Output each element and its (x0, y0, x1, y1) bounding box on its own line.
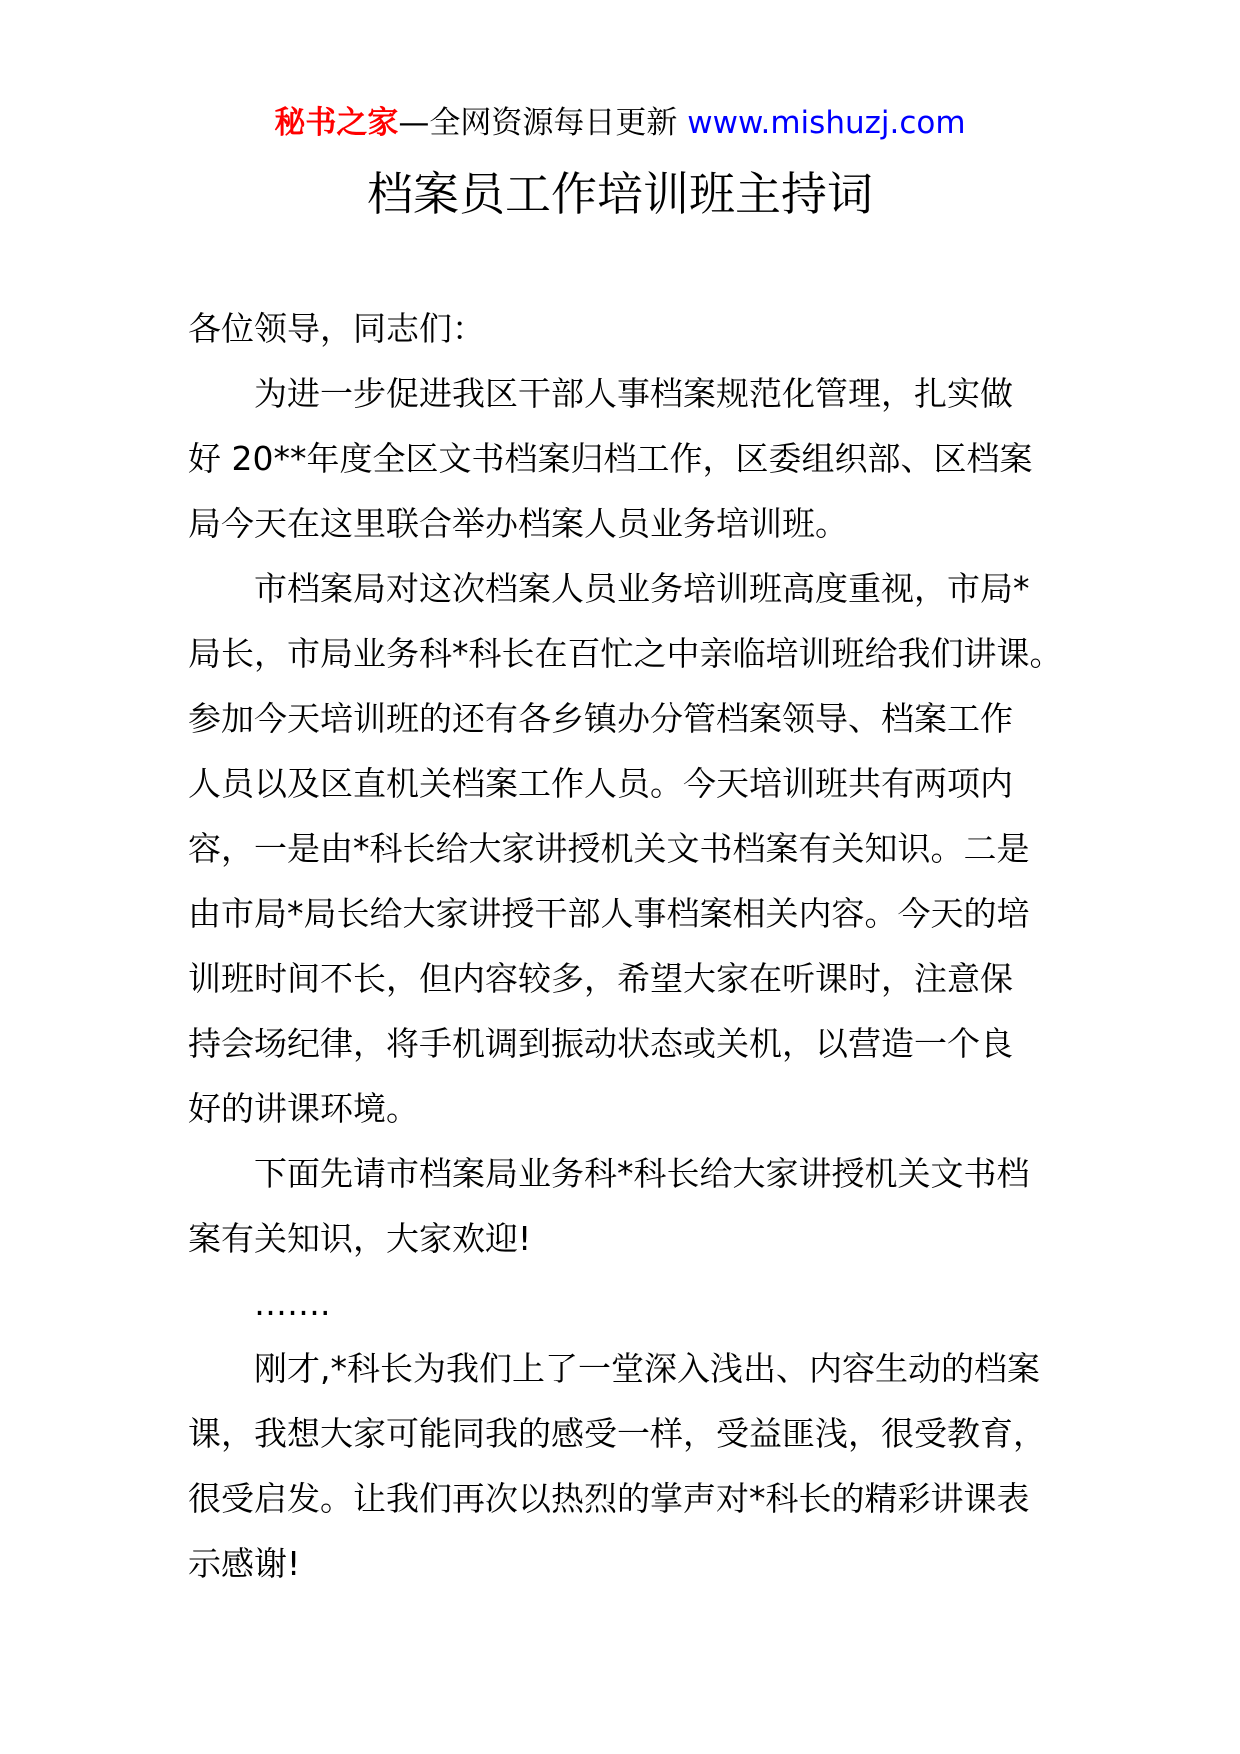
site-url-link[interactable]: www.mishuzj.com (687, 105, 966, 141)
paragraph-line: 持会场纪律，将手机调到振动状态或关机，以营造一个良 (188, 1024, 1013, 1063)
paragraph-line: 很受启发。让我们再次以热烈的掌声对*科长的精彩讲课表 (188, 1479, 1030, 1518)
document-title: 档案员工作培训班主持词 (367, 167, 873, 221)
ellipsis-line: ……. (254, 1284, 331, 1323)
paragraph-line: 好的讲课环境。 (188, 1089, 419, 1128)
paragraph-line: 容，一是由*科长给大家讲授机关文书档案有关知识。二是 (188, 829, 1030, 868)
paragraph-line: 案有关知识，大家欢迎! (188, 1219, 532, 1258)
site-header (0, 100, 1240, 146)
salutation: 各位领导，同志们： (188, 309, 485, 348)
paragraph-line: 示感谢! (188, 1544, 301, 1583)
paragraph-line: 好 20**年度全区文书档案归档工作，区委组织部、区档案 (188, 439, 1033, 478)
document-body (188, 296, 1068, 1596)
brand-name: 秘书之家 (274, 105, 399, 141)
paragraph-line: 下面先请市档案局业务科*科长给大家讲授机关文书档 (254, 1154, 1030, 1193)
paragraph-line: 训班时间不长，但内容较多，希望大家在听课时，注意保 (188, 959, 1013, 998)
paragraph-line: 参加今天培训班的还有各乡镇办分管档案领导、档案工作 (188, 699, 1013, 738)
paragraph-line: 为进一步促进我区干部人事档案规范化管理，扎实做 (254, 374, 1013, 413)
paragraph-line: 市档案局对这次档案人员业务培训班高度重视，市局* (254, 569, 1030, 608)
paragraph-line: 局长，市局业务科*科长在百忙之中亲临培训班给我们讲课。 (188, 634, 1063, 673)
paragraph-line: 局今天在这里联合举办档案人员业务培训班。 (188, 504, 848, 543)
paragraph-line: 人员以及区直机关档案工作人员。今天培训班共有两项内 (188, 764, 1013, 803)
site-tagline: —全网资源每日更新 (398, 105, 688, 141)
paragraph-line: 课，我想大家可能同我的感受一样，受益匪浅，很受教育， (188, 1414, 1046, 1453)
paragraph-line: 刚才,*科长为我们上了一堂深入浅出、内容生动的档案 (254, 1349, 1040, 1388)
paragraph-line: 由市局*局长给大家讲授干部人事档案相关内容。今天的培 (188, 894, 1030, 933)
